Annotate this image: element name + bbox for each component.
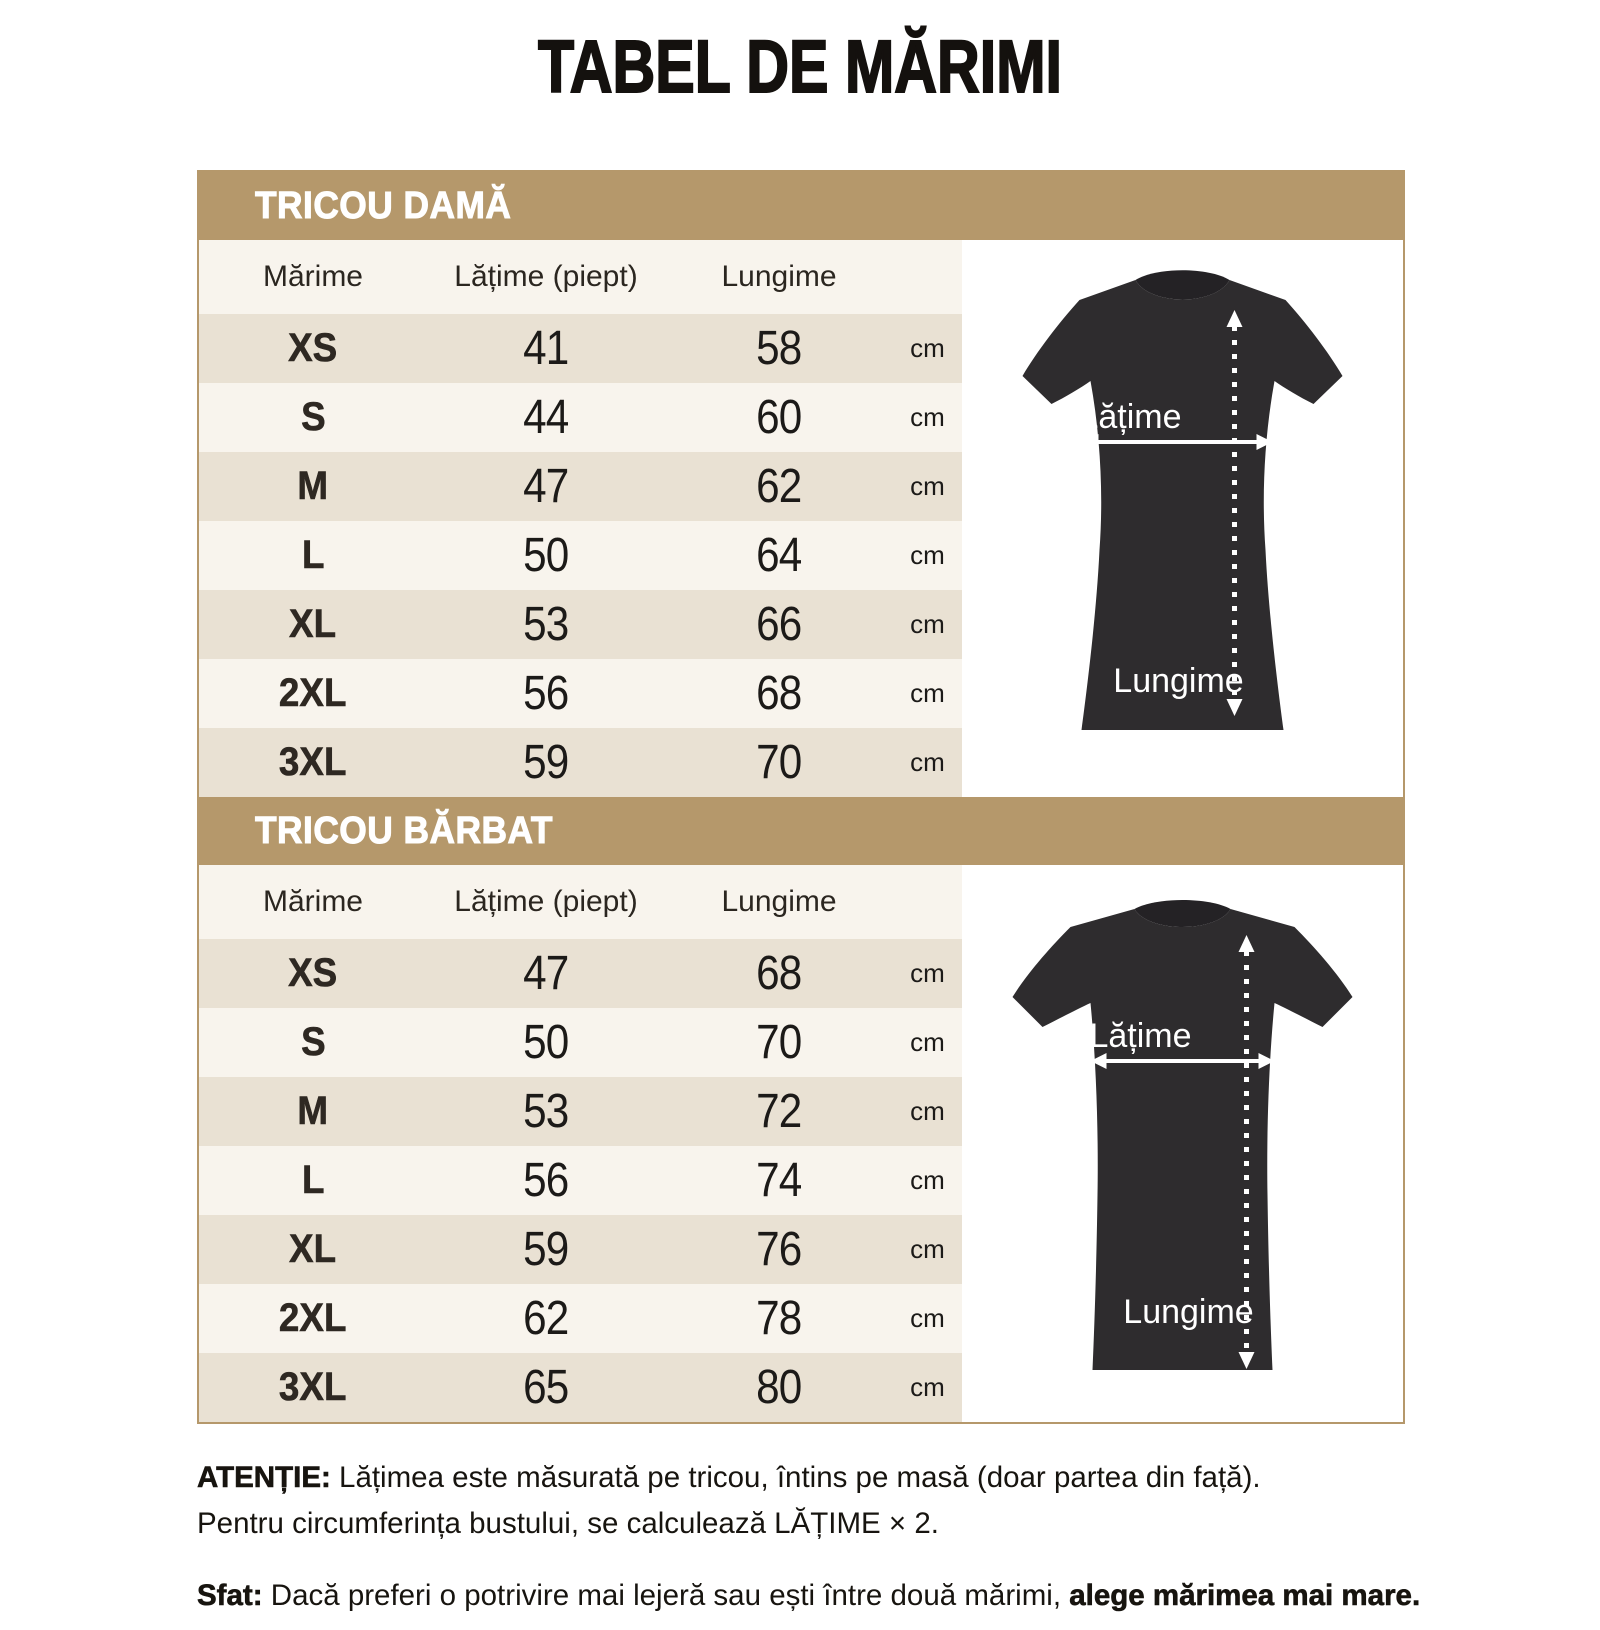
length-cell: 62 [756,460,802,513]
size-cell: XS [288,951,338,995]
tip-note: Sfat: Dacă preferi o potrivire mai lejeră sau ești între două mărimi, alege mărimea mai mare. [197,1579,1421,1613]
column-header-size: Mărime [262,885,363,918]
length-cell: 60 [756,391,802,444]
unit-cell: cm [910,540,945,570]
tip-bold-text: alege mărimea mai mare. [1069,1579,1421,1613]
men-table-body [199,939,962,1422]
length-label: Lungime [1113,662,1244,700]
size-cell: L [301,1158,325,1202]
page-title: TABEL DE MĂRIMI [537,25,1062,108]
women-section-title: TRICOU DAMĂ [255,184,512,227]
unit-cell: cm [910,958,945,988]
size-cell: L [301,533,325,577]
size-cell: XL [289,1227,337,1271]
table-row [199,1284,962,1353]
table-row [199,590,962,659]
women-section-header [199,172,1403,240]
unit-cell: cm [910,402,945,432]
size-cell: XS [288,326,338,370]
column-header-length: Lungime [721,260,837,293]
width-cell: 44 [523,391,569,444]
women-shirt-panel [962,240,1403,797]
table-row [199,728,962,797]
size-cell: 3XL [279,740,347,784]
length-cell: 70 [756,1016,802,1069]
section-men [199,797,1403,1422]
women-table-header-row [199,240,962,314]
length-cell: 68 [756,947,802,1000]
unit-cell: cm [910,1165,945,1195]
table-row [199,659,962,728]
table-row [199,1077,962,1146]
width-cell: 41 [523,322,569,375]
women-shirt-image [962,240,1403,797]
table-row [199,452,962,521]
unit-cell: cm [910,1372,945,1402]
length-label: Lungime [1123,1293,1254,1331]
width-cell: 50 [523,1016,569,1069]
tip-label: Sfat: [197,1579,263,1613]
length-cell: 70 [756,736,802,789]
size-cell: 3XL [279,1365,347,1409]
size-cell: M [297,1089,329,1133]
table-row [199,314,962,383]
size-cell: S [300,1020,326,1064]
width-cell: 47 [523,460,569,513]
men-section-title: TRICOU BĂRBAT [255,809,553,852]
section-women [199,172,1403,797]
width-cell: 50 [523,529,569,582]
size-cell: M [297,464,329,508]
width-cell: 62 [523,1292,569,1345]
attention-note: ATENȚIE: Lățimea este măsurată pe tricou, întins pe masă (doar partea din față). [197,1461,1261,1494]
column-header-width: Lățime (piept) [454,260,638,293]
length-cell: 64 [756,529,802,582]
column-header-size: Mărime [262,260,363,293]
unit-cell: cm [910,1096,945,1126]
attention-note-line2: Pentru circumferința bustului, se calculează LĂȚIME × 2. [197,1506,939,1540]
men-table-header-row [199,865,962,939]
column-header-width: Lățime (piept) [454,885,638,918]
width-cell: 53 [523,1085,569,1138]
size-cell: 2XL [279,1296,347,1340]
men-shirt-panel [962,865,1403,1422]
width-cell: 53 [523,598,569,651]
table-row [199,1008,962,1077]
table-row [199,1215,962,1284]
men-section-header [199,797,1403,865]
unit-cell: cm [910,1303,945,1333]
table-row [199,1353,962,1422]
size-cell: S [300,395,326,439]
unit-cell: cm [910,1027,945,1057]
length-cell: 78 [756,1292,802,1345]
attention-label: ATENȚIE: [197,1461,331,1494]
width-cell: 65 [523,1361,569,1414]
women-size-table [199,240,962,797]
length-cell: 68 [756,667,802,720]
length-cell: 76 [756,1223,802,1276]
width-cell: 56 [523,1154,569,1207]
unit-cell: cm [910,678,945,708]
width-label: Lățime [1089,1017,1192,1055]
width-cell: 59 [523,736,569,789]
table-row [199,521,962,590]
length-cell: 80 [756,1361,802,1414]
table-row [199,383,962,452]
width-cell: 56 [523,667,569,720]
length-cell: 72 [756,1085,802,1138]
width-label: Lățime [1079,398,1182,436]
unit-cell: cm [910,747,945,777]
length-cell: 66 [756,598,802,651]
unit-cell: cm [910,1234,945,1264]
unit-cell: cm [910,471,945,501]
size-cell: 2XL [279,671,347,715]
width-cell: 47 [523,947,569,1000]
length-cell: 58 [756,322,802,375]
unit-cell: cm [910,333,945,363]
table-row [199,939,962,1008]
men-size-table [199,865,962,1422]
length-cell: 74 [756,1154,802,1207]
table-row [199,1146,962,1215]
column-header-length: Lungime [721,885,837,918]
footer-notes [197,1455,1497,1619]
unit-cell: cm [910,609,945,639]
size-chart [197,170,1405,1424]
width-cell: 59 [523,1223,569,1276]
men-shirt-image [962,865,1403,1422]
size-cell: XL [289,602,337,646]
women-table-body [199,314,962,797]
